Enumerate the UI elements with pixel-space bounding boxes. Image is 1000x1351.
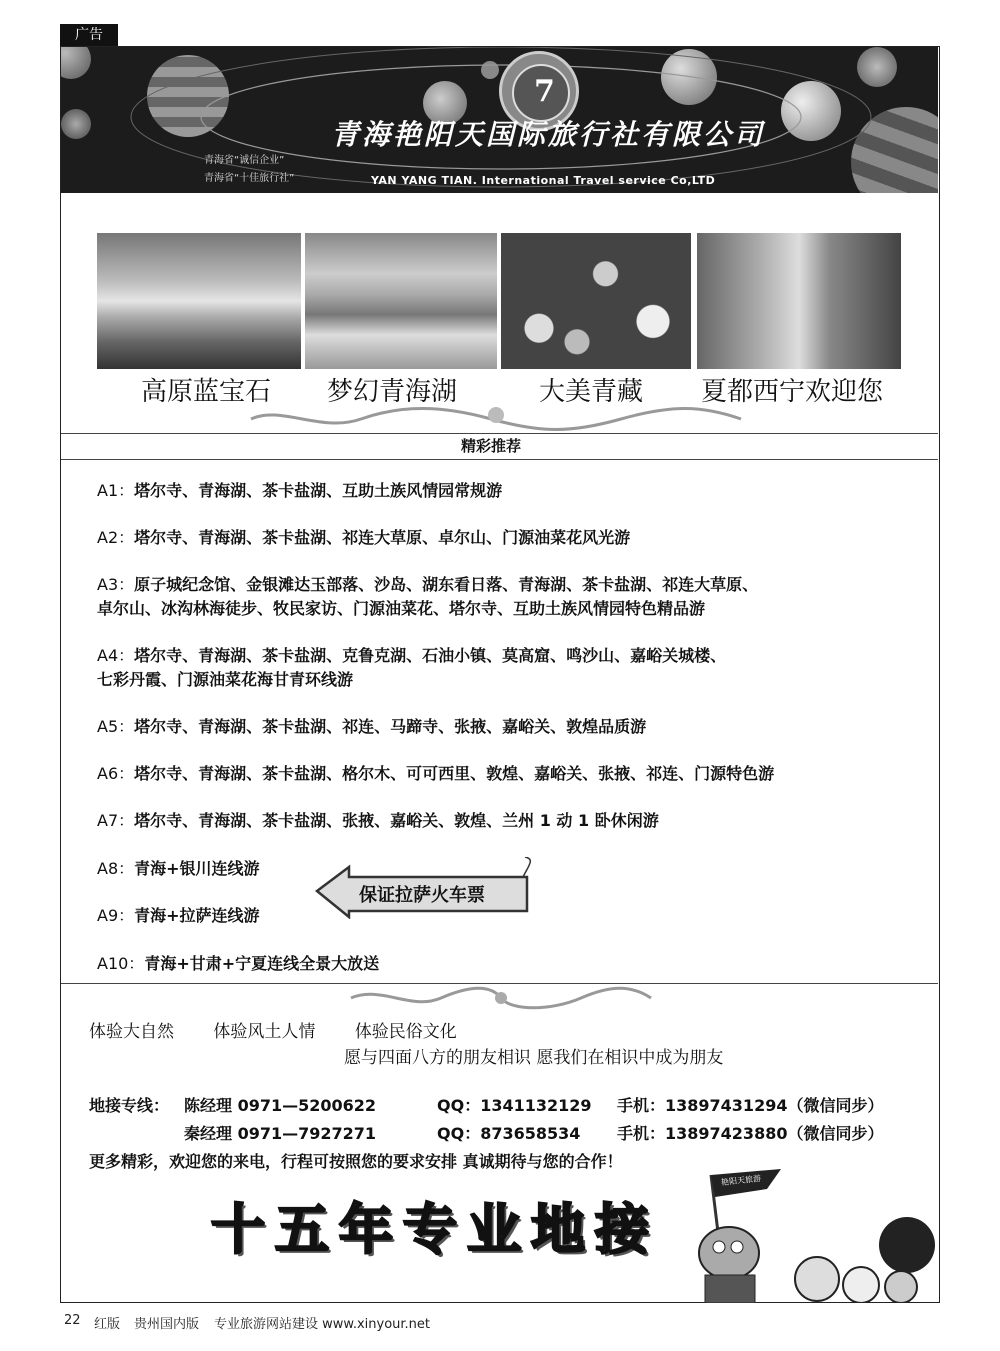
route-code: A10： bbox=[97, 954, 145, 973]
divider bbox=[61, 459, 938, 460]
route-item bbox=[97, 479, 502, 503]
route-item bbox=[97, 762, 774, 786]
route-code: A3： bbox=[97, 575, 135, 594]
photo-caption: 高原蓝宝石 bbox=[141, 377, 272, 407]
experience-item: 体验风土人情 bbox=[213, 1022, 316, 1042]
ad-frame bbox=[60, 46, 940, 1303]
tibetan-woman-photo bbox=[697, 233, 901, 369]
slogan: 十五年专业地接 bbox=[211, 1197, 659, 1261]
route-code: A7： bbox=[97, 811, 135, 830]
company-banner bbox=[61, 47, 938, 193]
experience-line bbox=[89, 1017, 491, 1042]
company-name-cn: 青海艳阳天国际旅行社有限公司 bbox=[331, 118, 766, 151]
route-code: A8： bbox=[97, 859, 135, 878]
honor-top-ten: 青海省“十佳旅行社” bbox=[204, 173, 295, 184]
flowers-temple-photo bbox=[501, 233, 691, 369]
photo-caption: 大美青藏 bbox=[539, 377, 644, 407]
route-item bbox=[97, 644, 726, 692]
scroll-ornament-icon bbox=[241, 403, 751, 435]
contact-mobile: 手机：13897423880（微信同步） bbox=[617, 1124, 884, 1143]
route-item bbox=[97, 573, 758, 621]
contact-mobile: 手机：13897431294（微信同步） bbox=[617, 1096, 884, 1115]
route-text: 塔尔寺、青海湖、茶卡盐湖、祁连、马蹄寺、张掖、嘉峪关、敦煌品质游 bbox=[134, 717, 647, 736]
route-code: A6： bbox=[97, 764, 135, 783]
edition-label: 红版 bbox=[94, 1317, 121, 1332]
route-text: 塔尔寺、青海湖、茶卡盐湖、祁连大草原、卓尔山、门源油菜花风光游 bbox=[134, 528, 631, 547]
region-label: 贵州国内版 bbox=[134, 1317, 200, 1332]
contact-qq: QQ：1341132129 bbox=[437, 1096, 592, 1115]
mascot-group-icon bbox=[671, 1167, 939, 1303]
scroll-ornament-icon bbox=[341, 981, 661, 1015]
honor-credit: 青海省“诚信企业” bbox=[204, 155, 285, 166]
route-code: A1： bbox=[97, 481, 135, 500]
route-text: 青海+银川连线游 bbox=[134, 859, 260, 878]
photo-caption: 夏都西宁欢迎您 bbox=[701, 377, 884, 407]
experience-item: 体验大自然 bbox=[89, 1022, 174, 1042]
route-text: 卓尔山、冰沟林海徒步、牧民家访、门源油菜花、塔尔寺、互助土族风情园特色精品游 bbox=[97, 599, 706, 618]
route-item bbox=[97, 809, 659, 833]
route-item bbox=[97, 715, 646, 739]
recommend-label: 精彩推荐 bbox=[461, 437, 522, 455]
ad-tag: 广告 bbox=[60, 24, 118, 46]
route-text: 塔尔寺、青海湖、茶卡盐湖、张掖、嘉峪关、敦煌、兰州 1 动 1 卧休闲游 bbox=[134, 811, 659, 830]
contact-name-phone: 陈经理 0971—5200622 bbox=[184, 1096, 377, 1115]
company-name-en: YAN YANG TIAN. International Travel service Co,LTD bbox=[371, 174, 716, 187]
route-code: A2： bbox=[97, 528, 135, 547]
desert-dunes-photo bbox=[305, 233, 497, 369]
travel-agency-logo-icon: 7 bbox=[499, 51, 579, 131]
contact-note: 更多精彩，欢迎您的来电，行程可按照您的要求安排 真诚期待与您的合作！ bbox=[89, 1152, 623, 1171]
lake-landscape-photo bbox=[97, 233, 301, 369]
photo-caption: 梦幻青海湖 bbox=[327, 377, 458, 407]
divider bbox=[61, 433, 938, 434]
route-code: A9： bbox=[97, 906, 135, 925]
page-number: 22 bbox=[64, 1313, 81, 1328]
motto: 愿与四面八方的朋友相识 愿我们在相识中成为朋友 bbox=[344, 1048, 724, 1068]
contact-label: 地接专线： bbox=[89, 1096, 170, 1115]
route-item bbox=[97, 857, 260, 881]
route-text: 七彩丹霞、门源油菜花海甘青环线游 bbox=[97, 670, 354, 689]
route-code: A4： bbox=[97, 646, 135, 665]
route-item bbox=[97, 952, 379, 976]
route-text: 塔尔寺、青海湖、茶卡盐湖、克鲁克湖、石油小镇、莫高窟、鸣沙山、嘉峪关城楼、 bbox=[134, 646, 727, 665]
route-code: A5： bbox=[97, 717, 135, 736]
mascot-flag-text: 艳阳天旅游 bbox=[720, 1173, 762, 1188]
route-text: 青海+拉萨连线游 bbox=[134, 906, 260, 925]
route-text: 塔尔寺、青海湖、茶卡盐湖、格尔木、可可西里、敦煌、嘉峪关、张掖、祁连、门源特色游 bbox=[134, 764, 775, 783]
route-text: 原子城纪念馆、金银滩达玉部落、沙岛、湖东看日落、青海湖、茶卡盐湖、祁连大草原、 bbox=[134, 575, 759, 594]
train-ticket-sign: 保证拉萨火车票 bbox=[359, 885, 485, 906]
contact-qq: QQ：873658534 bbox=[437, 1124, 581, 1143]
service-ad: 专业旅游网站建设 www.xinyour.net bbox=[214, 1317, 431, 1332]
contact-name-phone: 秦经理 0971—7927271 bbox=[184, 1124, 377, 1143]
route-text: 青海+甘肃+宁夏连线全景大放送 bbox=[144, 954, 380, 973]
route-item bbox=[97, 904, 260, 928]
route-item bbox=[97, 526, 630, 550]
experience-item: 体验民俗文化 bbox=[354, 1022, 457, 1042]
route-text: 塔尔寺、青海湖、茶卡盐湖、互助土族风情园常规游 bbox=[134, 481, 503, 500]
